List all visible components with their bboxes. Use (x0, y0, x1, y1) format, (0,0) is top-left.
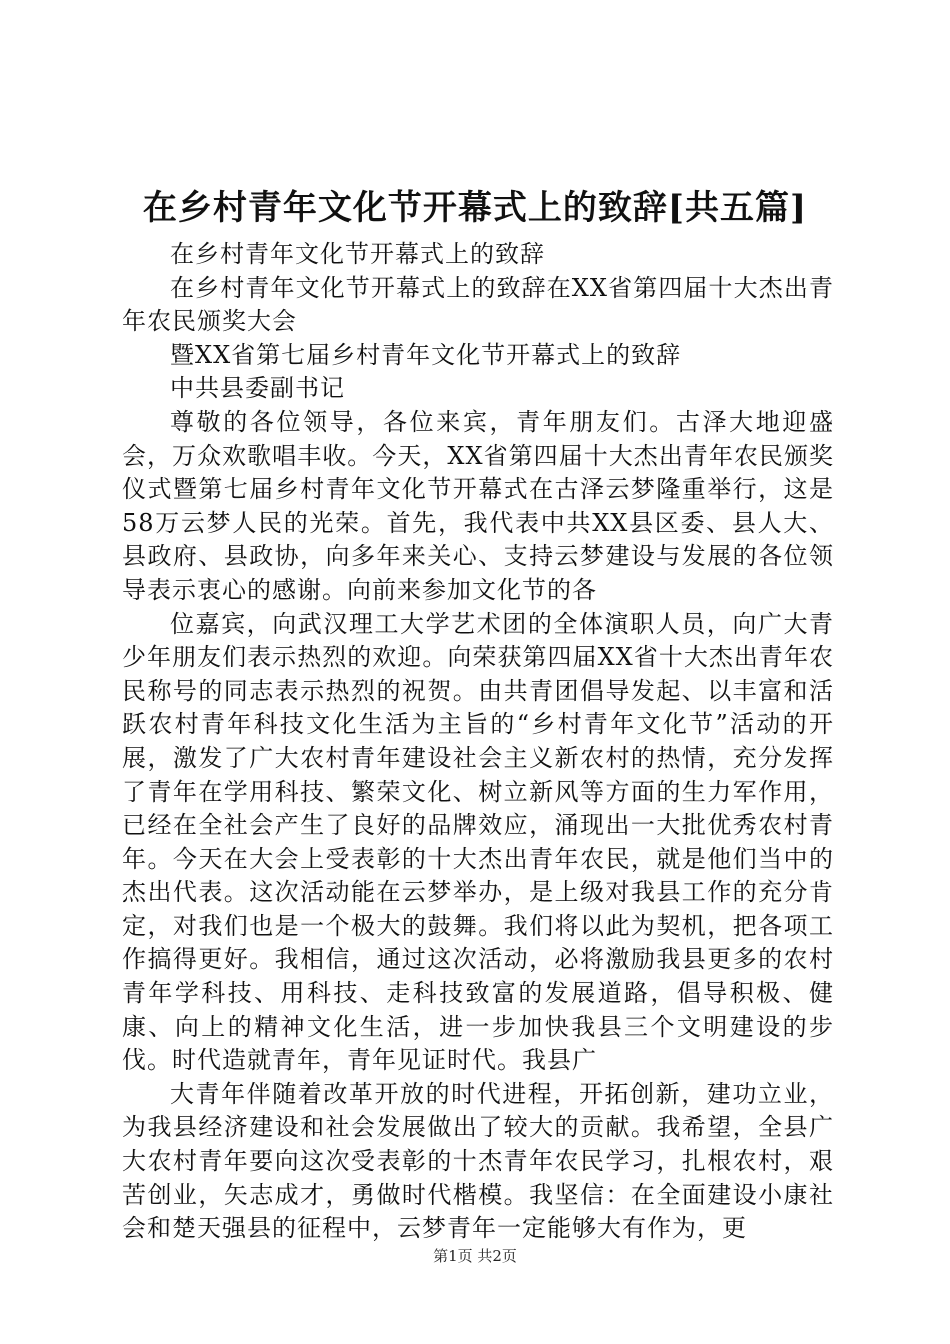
paragraph-body: 位嘉宾，向武汉理工大学艺术团的全体演职人员，向广大青少年朋友们表示热烈的欢迎。向荣获第四届XX省十大杰出青年农民称号的同志表示热烈的祝贺。由共青团倡导发起、以丰富和活跃农村青年科技文化生活为主旨的“乡村青年文化节”活动的开展，激发了广大农村青年建设社会主义新农村的热情，充分发挥了青年在学用科技、繁荣文化、树立新风等方面的生力军作用，已经在全社会产生了良好的品牌效应，涌现出一大批优秀农村青年。今天在大会上受表彰的十大杰出青年农民，就是他们当中的杰出代表。这次活动能在云梦举办，是上级对我县工作的充分肯定，对我们也是一个极大的鼓舞。我们将以此为契机，把各项工作搞得更好。我相信，通过这次活动，必将激励我县更多的农村青年学科技、用科技、走科技致富的发展道路，倡导积极、健康、向上的精神文化生活，进一步加快我县三个文明建设的步伐。时代造就青年，青年见证时代。我县广 (122, 609, 834, 1075)
document-title: 在乡村青年文化节开幕式上的致辞[共五篇] (142, 188, 808, 228)
paragraph-body: 大青年伴随着改革开放的时代进程，开拓创新，建功立业，为我县经济建设和社会发展做出了较大的贡献。我希望，全县广大农村青年要向这次受表彰的十杰青年农民学习，扎根农村，艰苦创业，矢志成才，勇做时代楷模。我坚信：在全面建设小康社会和楚天强县的征程中，云梦青年一定能够大有作为，更 (122, 1079, 834, 1243)
paragraph-subtitle: 在乡村青年文化节开幕式上的致辞在XX省第四届十大杰出青年农民颁奖大会 (122, 273, 834, 336)
document-body (122, 238, 834, 1246)
page-number-footer: 第1页 共2页 (433, 1247, 517, 1265)
paragraph-heading: 在乡村青年文化节开幕式上的致辞 (170, 240, 545, 268)
paragraph-speaker: 中共县委副书记 (170, 374, 345, 403)
paragraph-body: 尊敬的各位领导，各位来宾，青年朋友们。古泽大地迎盛会，万众欢歌唱丰收。今天，XX省第四届十大杰出青年农民颁奖仪式暨第七届乡村青年文化节开幕式在古泽云梦隆重举行，这是58万云梦人民的光荣。首先，我代表中共XX县区委、县人大、县政府、县政协，向多年来关心、支持云梦建设与发展的各位领导表示衷心的感谢。向前来参加文化节的各 (122, 407, 834, 604)
paragraph-subtitle-continued: 暨XX省第七届乡村青年文化节开幕式上的致辞 (170, 340, 682, 369)
